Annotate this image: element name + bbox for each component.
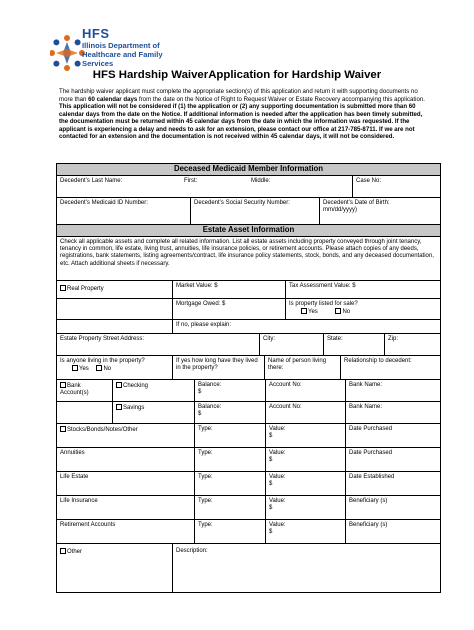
instructions-row [57, 237, 440, 281]
tax-value-field[interactable]: Tax Assessment Value: $ [285, 281, 440, 298]
application-form [56, 163, 441, 593]
retirement-beneficiary-field[interactable]: Beneficiary (s) [345, 520, 440, 543]
dob-field[interactable] [319, 198, 440, 224]
checking-account-no-field[interactable]: Account No: [265, 380, 345, 401]
retirement-row [57, 520, 440, 544]
value-dollar: $ [269, 457, 273, 464]
dob-format: mm/dd/yyyy) [323, 207, 358, 214]
stocks-cell [57, 424, 194, 447]
value-label: Value: [269, 522, 286, 528]
value-label: Value: [269, 474, 286, 480]
living-yes-label: Yes [79, 366, 89, 373]
zip-field[interactable]: Zip: [384, 334, 440, 355]
real-property-label: Real Property [67, 286, 104, 292]
person-name-field[interactable]: Name of person living there: [264, 356, 340, 379]
listed-for-sale-label: Is property listed for sale? [289, 301, 358, 307]
stocks-checkbox[interactable] [60, 426, 66, 432]
value-dollar: $ [269, 529, 273, 536]
decedent-id-row [57, 198, 440, 225]
real-property-row-2 [57, 299, 440, 320]
bank-accounts-label: Bank Account(s) [60, 383, 89, 397]
bank-row-2 [57, 402, 440, 424]
street-address-field[interactable]: Estate Property Street Address: [60, 336, 145, 342]
other-checkbox[interactable] [60, 548, 66, 554]
savings-checkbox[interactable] [116, 404, 122, 410]
empty-cell [57, 320, 172, 333]
how-long-field[interactable]: If yes how long have they lived in the property? [172, 356, 264, 379]
empty-cell [57, 299, 172, 319]
sale-yes-checkbox[interactable] [301, 308, 307, 314]
relationship-field[interactable]: Relationship to decedent: [340, 356, 440, 379]
address-row [57, 334, 440, 356]
real-property-checkbox[interactable] [60, 285, 66, 291]
living-row [57, 356, 440, 380]
other-cell [57, 544, 172, 592]
checking-cell [112, 380, 194, 401]
intro-text-2: from the date on the Notice of Right to Request Waiver or Estate Recovery accompanying this application. [137, 95, 425, 103]
annuities-row [57, 448, 440, 472]
intro-bold-2: This application will not be considered if (1) the application or (2) any supporting documentation is submitted more than 60 calendar days from the date on the Notice. If additional information is needed after the application has been timely submitted, the documentation must be returned within 45 calendar days from the date in which the information was requested. If the applicant is experiencing a delay and needs to ask for an extension, please contact our office at 217-785-8711. If we are not contacted for an extension and the documentation is not received within 45 calendar days, it will not be considered. [59, 103, 423, 140]
state-field[interactable]: State: [323, 334, 384, 355]
page-title: HFS Hardship WaiverApplication for Hardship Waiver [92, 69, 382, 81]
annuities-value-field[interactable] [265, 448, 345, 471]
stocks-value-field[interactable] [265, 424, 345, 447]
bank-accounts-cell [57, 380, 112, 401]
life-insurance-label: Life Insurance [60, 498, 98, 504]
other-row [57, 544, 440, 592]
empty-cell [57, 402, 112, 423]
stocks-type-field[interactable]: Type: [194, 424, 265, 447]
value-label: Value: [269, 498, 286, 504]
life-estate-value-field[interactable] [265, 472, 345, 495]
estate-instructions: Check all applicable assets and complete all related information. List all estate assets including property conveyed through joint tenancy, tenancy in common, life estate, living trust, annuities, life insurance policies, or retirement accounts. Please attach copies of any deeds, registrations, bank statements, listing agreements/contract, life insurance policy statements, stock, bonds, and any deceased documentation, etc. Attach additional sheets if necessary. [60, 239, 434, 267]
market-value-field[interactable]: Market Value: $ [172, 281, 285, 298]
life-estate-type-field[interactable]: Type: [194, 472, 265, 495]
value-label: Value: [269, 450, 286, 456]
real-property-row-3 [57, 320, 440, 334]
stocks-label: Stocks/Bonds/Notes/Other [67, 427, 138, 433]
value-dollar: $ [269, 433, 273, 440]
living-no-checkbox[interactable] [96, 365, 102, 371]
life-insurance-row [57, 496, 440, 520]
life-estate-row [57, 472, 440, 496]
logo-text [82, 26, 163, 68]
balance-label: Balance: [198, 404, 222, 410]
sale-no-checkbox[interactable] [335, 308, 341, 314]
balance-label: Balance: [198, 382, 222, 388]
logo-line-1: Illinois Department of [82, 41, 160, 50]
checking-checkbox[interactable] [116, 382, 122, 388]
explain-field[interactable]: If no, please explain: [172, 320, 440, 333]
other-label: Other [67, 549, 83, 555]
value-dollar: $ [269, 505, 273, 512]
city-field[interactable]: City: [259, 334, 323, 355]
retirement-type-field[interactable]: Type: [194, 520, 265, 543]
listed-for-sale-cell [285, 299, 440, 319]
retirement-label: Retirement Accounts [60, 522, 116, 528]
case-no-field[interactable]: Case No: [352, 176, 440, 197]
intro-paragraph [59, 88, 429, 141]
anyone-living-label: Is anyone living in the property? [60, 358, 145, 364]
savings-label: Savings [123, 405, 145, 411]
checking-bank-name-field[interactable]: Bank Name: [345, 380, 440, 401]
real-property-cell [57, 281, 172, 298]
real-property-row-1 [57, 281, 440, 299]
medicaid-id-field[interactable]: Decedent’s Medicaid ID Number: [60, 200, 148, 206]
life-insurance-value-field[interactable] [265, 496, 345, 519]
balance-dollar: $ [198, 389, 202, 396]
savings-account-no-field[interactable]: Account No: [265, 402, 345, 423]
checking-label: Checking [123, 383, 149, 389]
bank-accounts-checkbox[interactable] [60, 382, 66, 388]
stocks-row [57, 424, 440, 448]
living-no-label: No [103, 366, 112, 373]
sale-no-label: No [342, 309, 351, 316]
balance-dollar: $ [198, 411, 202, 418]
anyone-living-cell [57, 356, 172, 379]
middle-name-field[interactable]: Middle: [251, 178, 271, 184]
stocks-date-field[interactable]: Date Purchased [345, 424, 440, 447]
annuities-label: Annuities [60, 450, 85, 456]
mortgage-field[interactable]: Mortgage Owed: $ [172, 299, 285, 319]
life-insurance-type-field[interactable]: Type: [194, 496, 265, 519]
bank-row-1 [57, 380, 440, 402]
life-estate-label: Life Estate [60, 474, 89, 480]
savings-balance-field[interactable] [194, 402, 265, 423]
value-dollar: $ [269, 481, 273, 488]
last-name-field[interactable]: Decedent’s Last Name: [60, 178, 123, 184]
life-insurance-beneficiary-field[interactable]: Beneficiary (s) [345, 496, 440, 519]
savings-bank-name-field[interactable]: Bank Name: [345, 402, 440, 423]
logo-line-3: Services [82, 59, 114, 68]
intro-text-1: The hardship waiver applicant must complete the appropriate section(s) of this application and return it with supporting documents no more than [59, 88, 418, 103]
checking-balance-field[interactable] [194, 380, 265, 401]
annuities-type-field[interactable]: Type: [194, 448, 265, 471]
first-name-field[interactable]: First: [184, 178, 198, 184]
dob-label: Decedent’s Date of Birth: [323, 200, 390, 206]
decedent-name-row [57, 176, 440, 198]
logo-abbr: HFS [82, 26, 110, 41]
intro-bold-1: 60 calendar days [88, 95, 138, 103]
ssn-field[interactable]: Decedent’s Social Security Number: [190, 198, 319, 224]
value-label: Value: [269, 426, 286, 432]
living-yes-checkbox[interactable] [72, 365, 78, 371]
logo-line-2: Healthcare and Family [82, 50, 163, 59]
retirement-value-field[interactable] [265, 520, 345, 543]
description-field[interactable]: Description: [172, 544, 440, 592]
section-header-estate: Estate Asset Information [57, 225, 440, 237]
life-estate-date-field[interactable]: Date Established [345, 472, 440, 495]
annuities-date-field[interactable]: Date Purchased [345, 448, 440, 471]
savings-cell [112, 402, 194, 423]
sale-yes-label: Yes [308, 309, 318, 316]
section-header-decedent: Deceased Medicaid Member Information [57, 164, 440, 176]
